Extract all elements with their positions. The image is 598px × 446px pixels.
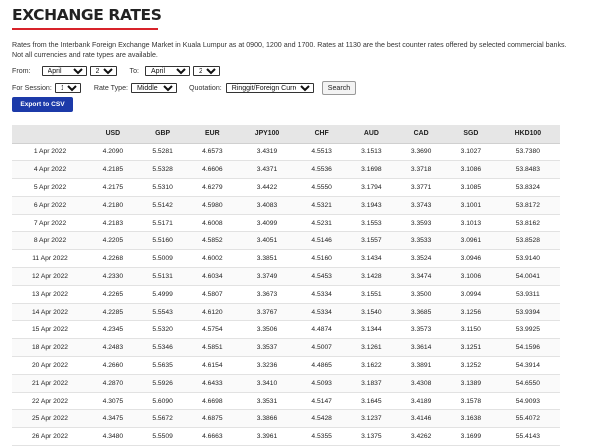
rate-cell: 3.1389: [446, 374, 496, 392]
rate-cell: 3.3673: [237, 285, 297, 303]
page-header: [12, 6, 161, 30]
rate-cell: 3.3718: [396, 161, 446, 179]
rate-cell: 3.4422: [237, 179, 297, 197]
date-cell: 6 Apr 2022: [12, 196, 88, 214]
rate-cell: 54.0041: [496, 268, 560, 286]
rate-cell: 3.3690: [396, 143, 446, 161]
rate-cell: 4.5334: [297, 285, 347, 303]
rate-cell: 53.7380: [496, 143, 560, 161]
table-row: [12, 143, 560, 161]
table-row: [12, 196, 560, 214]
rate-cell: 3.4146: [396, 410, 446, 428]
rate-cell: 3.3593: [396, 214, 446, 232]
page-title: EXCHANGE RATES: [12, 6, 162, 24]
page-description: [12, 40, 592, 60]
date-cell: 15 Apr 2022: [12, 321, 88, 339]
rate-cell: 3.1237: [347, 410, 397, 428]
rate-cell: 5.5346: [138, 339, 188, 357]
rate-cell: 5.5926: [138, 374, 188, 392]
rate-cell: 5.5635: [138, 357, 188, 375]
date-cell: 20 Apr 2022: [12, 357, 88, 375]
table-row: [12, 428, 560, 446]
rate-cell: 53.9311: [496, 285, 560, 303]
rate-cell: 4.2330: [88, 268, 138, 286]
rate-cell: 4.6663: [187, 428, 237, 446]
rate-cell: 3.1553: [347, 214, 397, 232]
rate-cell: 4.5321: [297, 196, 347, 214]
rate-cell: 3.1943: [347, 196, 397, 214]
rate-cell: 3.1086: [446, 161, 496, 179]
rate-cell: 3.1557: [347, 232, 397, 250]
rate-cell: 4.5980: [187, 196, 237, 214]
rate-cell: 3.1150: [446, 321, 496, 339]
date-cell: 18 Apr 2022: [12, 339, 88, 357]
table-row: [12, 250, 560, 268]
rate-cell: 4.2483: [88, 339, 138, 357]
rate-type-label: Rate Type:: [93, 84, 129, 92]
description-line-1: Rates from the Interbank Foreign Exchange Market in Kuala Lumpur as at 0900, 1200 and 1700. Rates at 1130 are the best counter rates offered by selected commercial banks.: [12, 41, 567, 49]
date-cell: 5 Apr 2022: [12, 179, 88, 197]
table-row: [12, 339, 560, 357]
rate-cell: 3.3866: [237, 410, 297, 428]
rate-cell: 5.5310: [138, 179, 188, 197]
rate-cell: 54.1596: [496, 339, 560, 357]
rate-cell: 3.4083: [237, 196, 297, 214]
table-row: [12, 161, 560, 179]
rate-cell: 4.6279: [187, 179, 237, 197]
rate-cell: 3.3500: [396, 285, 446, 303]
table-row: [12, 303, 560, 321]
rate-cell: 4.5355: [297, 428, 347, 446]
rate-cell: 3.3685: [396, 303, 446, 321]
rate-cell: 53.9925: [496, 321, 560, 339]
table-row: [12, 268, 560, 286]
rate-cell: 3.3533: [396, 232, 446, 250]
rate-cell: 3.1622: [347, 357, 397, 375]
rate-cell: 53.8324: [496, 179, 560, 197]
rate-cell: 53.9394: [496, 303, 560, 321]
column-header: USD: [88, 125, 138, 143]
table-row: [12, 374, 560, 392]
rate-cell: 4.5851: [187, 339, 237, 357]
date-cell: 13 Apr 2022: [12, 285, 88, 303]
rate-cell: 4.2180: [88, 196, 138, 214]
rate-cell: 4.4865: [297, 357, 347, 375]
rate-cell: 3.4189: [396, 392, 446, 410]
date-cell: 21 Apr 2022: [12, 374, 88, 392]
date-cell: 7 Apr 2022: [12, 214, 88, 232]
rate-cell: 5.4999: [138, 285, 188, 303]
rate-cell: 3.1252: [446, 357, 496, 375]
rate-cell: 3.3537: [237, 339, 297, 357]
rate-cell: 4.5147: [297, 392, 347, 410]
rate-cell: 4.5754: [187, 321, 237, 339]
rate-cell: 3.4099: [237, 214, 297, 232]
rate-cell: 3.3961: [237, 428, 297, 446]
rate-cell: 3.1513: [347, 143, 397, 161]
table-row: [12, 321, 560, 339]
rate-cell: 3.1006: [446, 268, 496, 286]
rate-cell: 4.2175: [88, 179, 138, 197]
rate-cell: 3.0994: [446, 285, 496, 303]
rate-cell: 4.5334: [297, 303, 347, 321]
rate-cell: 4.6433: [187, 374, 237, 392]
rate-cell: 3.3410: [237, 374, 297, 392]
rate-cell: 3.4371: [237, 161, 297, 179]
rate-cell: 4.3480: [88, 428, 138, 446]
rate-cell: 4.5428: [297, 410, 347, 428]
rate-cell: 3.1837: [347, 374, 397, 392]
table-header: [12, 125, 560, 143]
rate-cell: 5.5672: [138, 410, 188, 428]
column-header: GBP: [138, 125, 188, 143]
rate-cell: 3.3743: [396, 196, 446, 214]
rate-cell: 3.3506: [237, 321, 297, 339]
table-body: [12, 143, 560, 446]
session-select[interactable]: [55, 83, 81, 93]
table-row: [12, 410, 560, 428]
rate-cell: 4.5231: [297, 214, 347, 232]
rate-cell: 4.5550: [297, 179, 347, 197]
from-year-select[interactable]: [90, 66, 117, 76]
quotation-label: Quotation:: [189, 84, 222, 92]
date-cell: 1 Apr 2022: [12, 143, 88, 161]
options-row: [12, 81, 356, 95]
rate-cell: 3.4319: [237, 143, 297, 161]
rate-cell: 4.2183: [88, 214, 138, 232]
rate-cell: 3.0961: [446, 232, 496, 250]
rate-cell: 5.5009: [138, 250, 188, 268]
rate-cell: 4.5453: [297, 268, 347, 286]
rate-cell: 4.2268: [88, 250, 138, 268]
rate-cell: 4.2185: [88, 161, 138, 179]
date-cell: 22 Apr 2022: [12, 392, 88, 410]
rate-cell: 3.3771: [396, 179, 446, 197]
column-header: HKD100: [496, 125, 560, 143]
rate-cell: 4.2205: [88, 232, 138, 250]
date-cell: 14 Apr 2022: [12, 303, 88, 321]
rate-cell: 5.6090: [138, 392, 188, 410]
rate-cell: 3.1699: [446, 428, 496, 446]
table-row: [12, 357, 560, 375]
rate-cell: 3.1256: [446, 303, 496, 321]
rate-cell: 4.3075: [88, 392, 138, 410]
rate-cell: 4.5146: [297, 232, 347, 250]
rate-cell: 5.5543: [138, 303, 188, 321]
rate-cell: 4.2660: [88, 357, 138, 375]
table-row: [12, 179, 560, 197]
rate-cell: 4.5513: [297, 143, 347, 161]
exchange-rates-table: [12, 125, 560, 446]
rate-cell: 4.6698: [187, 392, 237, 410]
rate-cell: 3.0946: [446, 250, 496, 268]
rate-cell: 3.3749: [237, 268, 297, 286]
description-line-2: Not all currencies and rate types are available.: [12, 51, 158, 59]
rate-cell: 3.1540: [347, 303, 397, 321]
rate-cell: 3.1085: [446, 179, 496, 197]
rate-cell: 4.2090: [88, 143, 138, 161]
rate-cell: 3.1698: [347, 161, 397, 179]
rate-cell: 4.6008: [187, 214, 237, 232]
date-cell: 11 Apr 2022: [12, 250, 88, 268]
rate-cell: 3.1251: [446, 339, 496, 357]
rate-cell: 4.2265: [88, 285, 138, 303]
to-month-select[interactable]: [145, 66, 190, 76]
rate-cell: 3.4051: [237, 232, 297, 250]
rate-cell: 4.2345: [88, 321, 138, 339]
from-label: From:: [12, 67, 31, 75]
rate-cell: 3.3474: [396, 268, 446, 286]
rate-cell: 55.4072: [496, 410, 560, 428]
table-row: [12, 392, 560, 410]
rate-cell: 3.1434: [347, 250, 397, 268]
column-header: AUD: [347, 125, 397, 143]
rate-cell: 3.3891: [396, 357, 446, 375]
rate-cell: 54.3914: [496, 357, 560, 375]
rate-cell: 4.6120: [187, 303, 237, 321]
rate-cell: 3.1578: [446, 392, 496, 410]
rate-cell: 3.1013: [446, 214, 496, 232]
rate-cell: 3.1794: [347, 179, 397, 197]
rate-cell: 3.1027: [446, 143, 496, 161]
column-header: EUR: [187, 125, 237, 143]
rate-cell: 55.4143: [496, 428, 560, 446]
rate-cell: 3.3531: [237, 392, 297, 410]
session-label: For Session:: [12, 84, 52, 92]
rate-cell: 3.3524: [396, 250, 446, 268]
rate-cell: 3.1001: [446, 196, 496, 214]
rate-cell: 4.5852: [187, 232, 237, 250]
export-csv-button[interactable]: Export to CSV: [12, 97, 73, 112]
rate-cell: 3.4262: [396, 428, 446, 446]
rate-cell: 5.5131: [138, 268, 188, 286]
rate-cell: 4.5807: [187, 285, 237, 303]
from-month-select[interactable]: [42, 66, 87, 76]
rate-cell: 3.4308: [396, 374, 446, 392]
rate-cell: 54.6550: [496, 374, 560, 392]
header-row: [12, 125, 560, 143]
rate-cell: 4.5536: [297, 161, 347, 179]
rate-cell: 53.8528: [496, 232, 560, 250]
column-header: SGD: [446, 125, 496, 143]
column-header: CHF: [297, 125, 347, 143]
rate-cell: 3.3236: [237, 357, 297, 375]
rate-cell: 4.6875: [187, 410, 237, 428]
column-header: JPY100: [237, 125, 297, 143]
date-cell: 4 Apr 2022: [12, 161, 88, 179]
rate-cell: 4.4874: [297, 321, 347, 339]
rate-cell: 3.3614: [396, 339, 446, 357]
to-year-select[interactable]: [193, 66, 220, 76]
rate-cell: 5.5160: [138, 232, 188, 250]
rate-cell: 3.1638: [446, 410, 496, 428]
rate-cell: 4.5160: [297, 250, 347, 268]
column-header-date: [12, 125, 88, 143]
rate-cell: 54.9093: [496, 392, 560, 410]
rate-cell: 3.1375: [347, 428, 397, 446]
rate-cell: 4.2870: [88, 374, 138, 392]
rate-cell: 4.6154: [187, 357, 237, 375]
date-cell: 26 Apr 2022: [12, 428, 88, 446]
quotation-select[interactable]: [226, 83, 314, 93]
table-row: [12, 214, 560, 232]
column-header: CAD: [396, 125, 446, 143]
search-button[interactable]: Search: [322, 81, 356, 95]
to-label: To:: [129, 67, 139, 75]
rate-cell: 5.5509: [138, 428, 188, 446]
rate-cell: 3.3767: [237, 303, 297, 321]
rate-cell: 4.2285: [88, 303, 138, 321]
rate-type-select[interactable]: [131, 83, 177, 93]
rate-cell: 5.5328: [138, 161, 188, 179]
rate-cell: 3.3573: [396, 321, 446, 339]
table-row: [12, 285, 560, 303]
title-underline: [12, 28, 158, 30]
rate-cell: 4.5007: [297, 339, 347, 357]
rate-cell: 53.8172: [496, 196, 560, 214]
rate-cell: 4.6002: [187, 250, 237, 268]
rate-cell: 3.1551: [347, 285, 397, 303]
rate-cell: 4.3475: [88, 410, 138, 428]
rate-cell: 4.6606: [187, 161, 237, 179]
rate-cell: 53.8483: [496, 161, 560, 179]
rate-cell: 3.1344: [347, 321, 397, 339]
rate-cell: 5.5281: [138, 143, 188, 161]
date-range-row: [12, 66, 220, 76]
rate-cell: 3.1645: [347, 392, 397, 410]
rate-cell: 3.1261: [347, 339, 397, 357]
date-cell: 8 Apr 2022: [12, 232, 88, 250]
rate-cell: 5.5142: [138, 196, 188, 214]
rate-cell: 5.5171: [138, 214, 188, 232]
rate-cell: 3.1428: [347, 268, 397, 286]
rate-cell: 4.6034: [187, 268, 237, 286]
rate-cell: 4.5093: [297, 374, 347, 392]
rate-cell: 53.9140: [496, 250, 560, 268]
rate-cell: 3.3851: [237, 250, 297, 268]
rate-cell: 4.6573: [187, 143, 237, 161]
table-row: [12, 232, 560, 250]
date-cell: 12 Apr 2022: [12, 268, 88, 286]
rate-cell: 53.8162: [496, 214, 560, 232]
date-cell: 25 Apr 2022: [12, 410, 88, 428]
rate-cell: 5.5320: [138, 321, 188, 339]
